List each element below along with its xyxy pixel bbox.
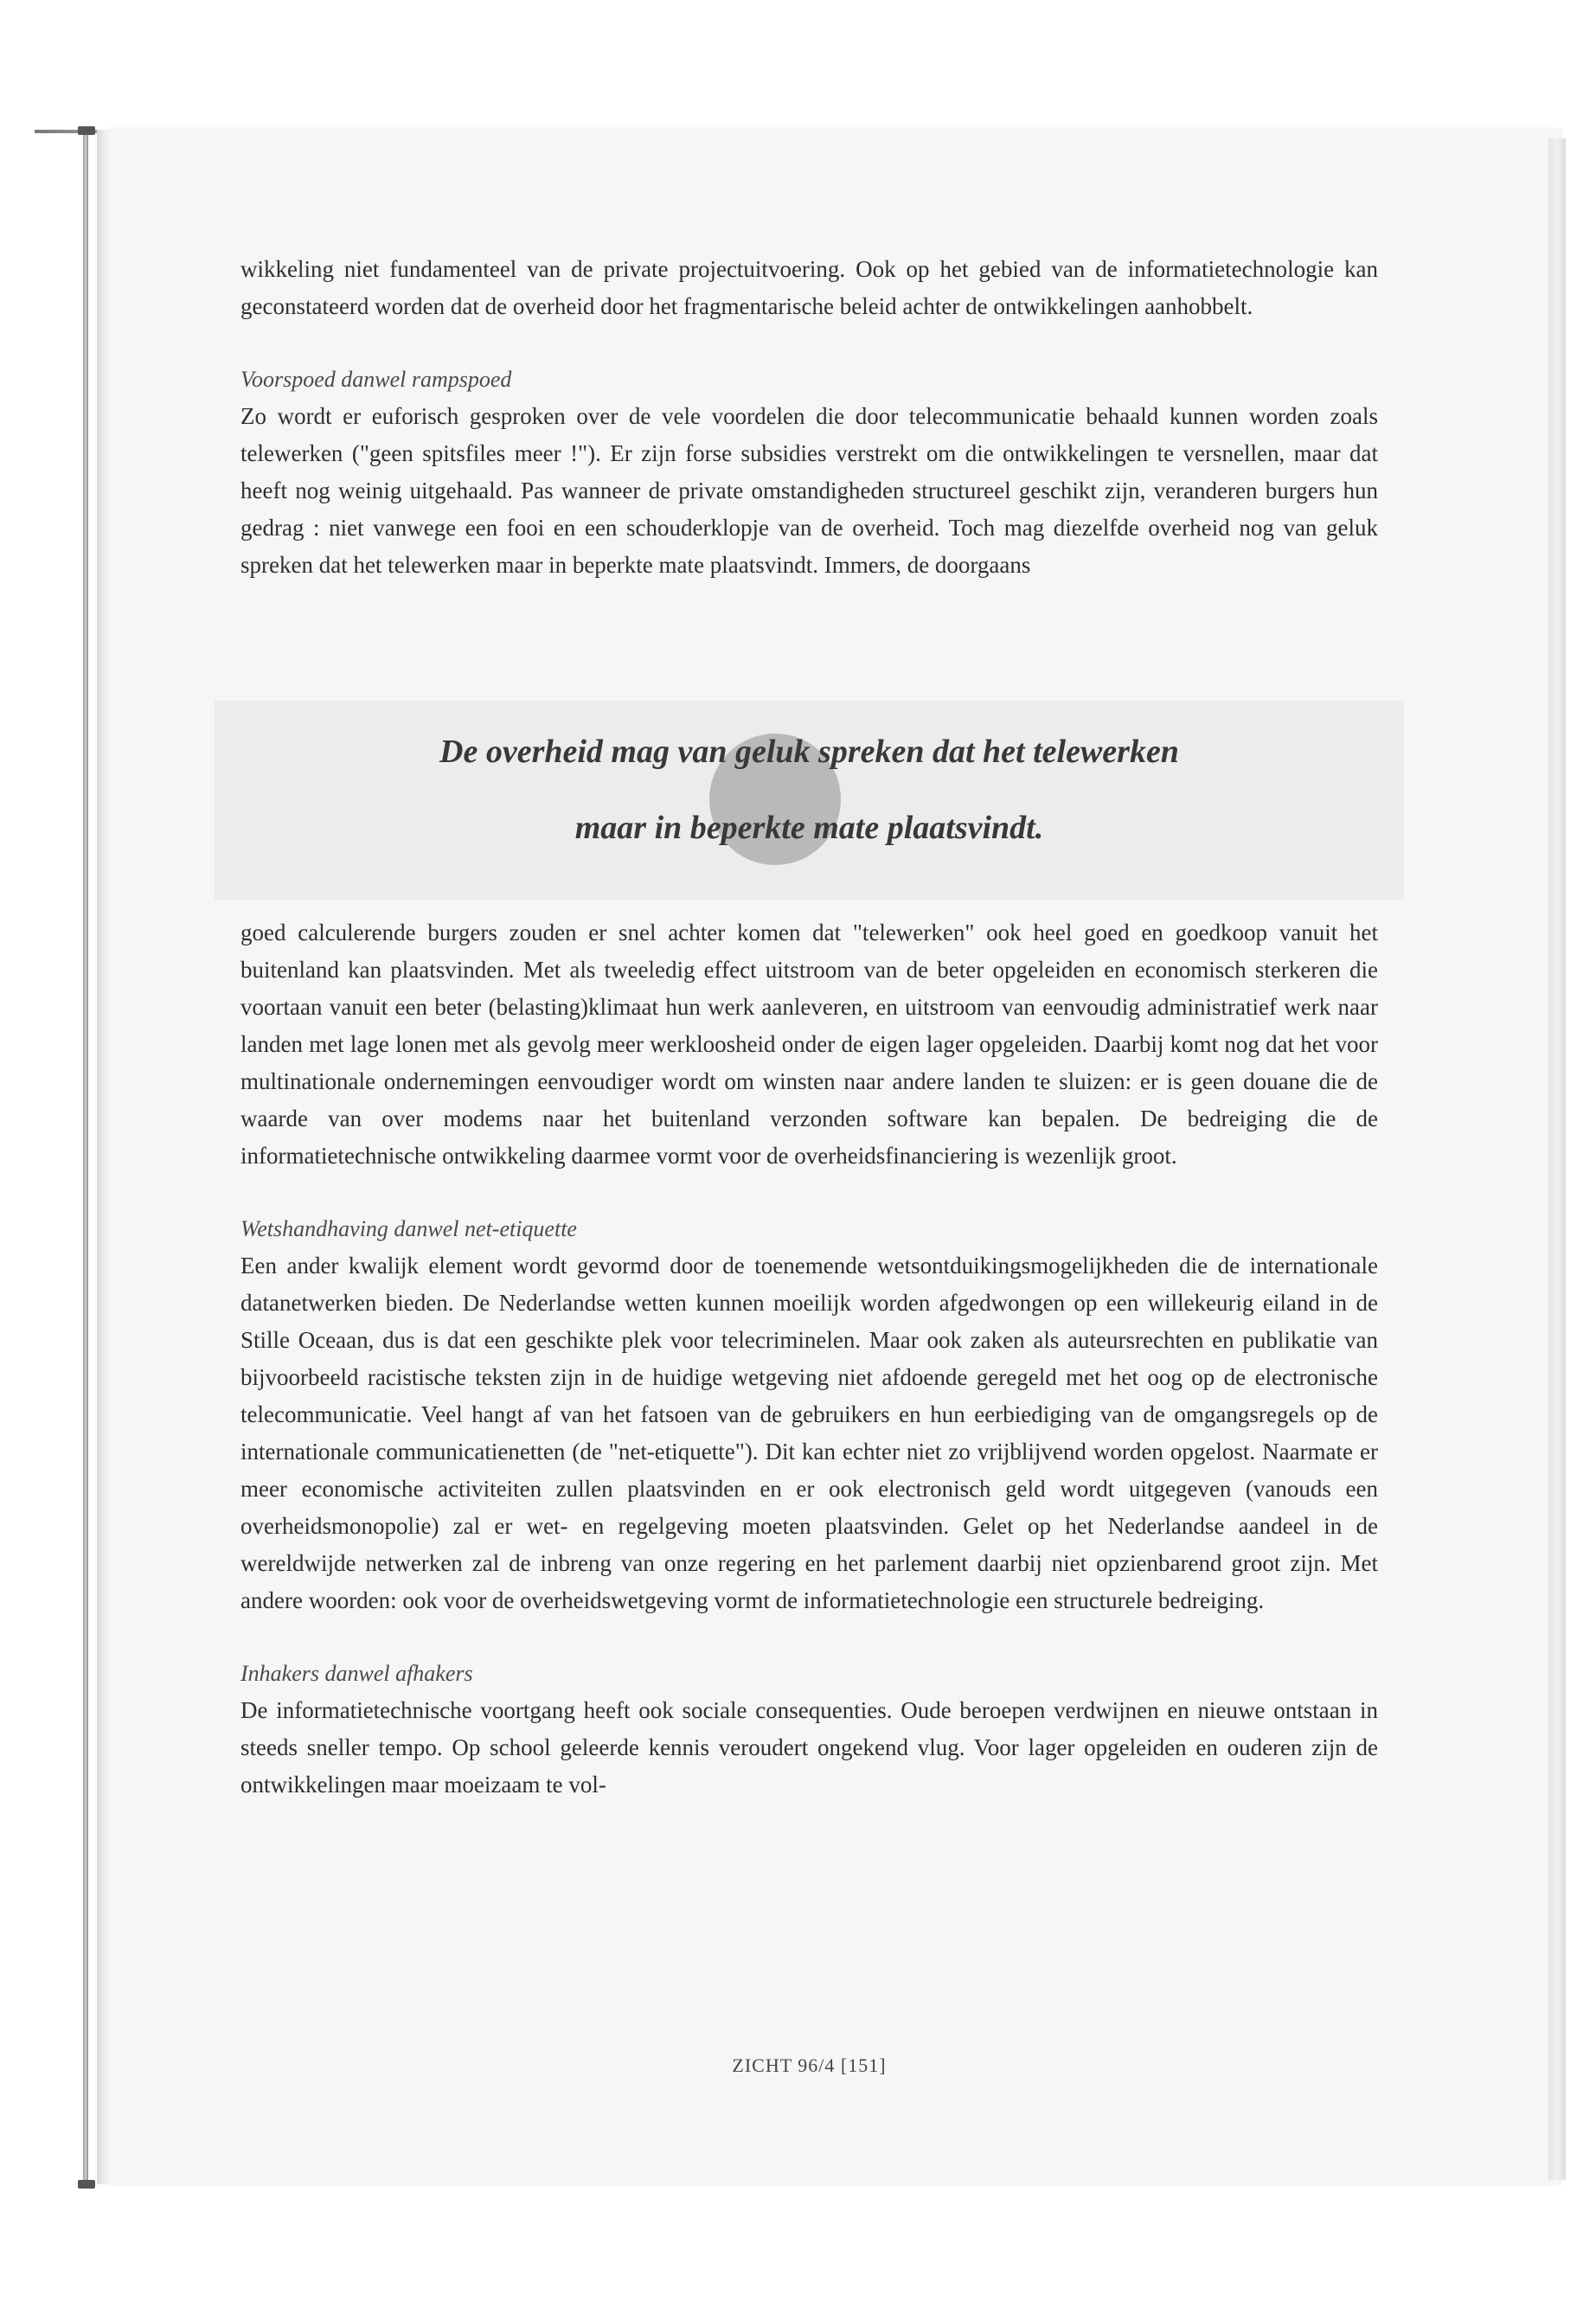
intro-paragraph: wikkeling niet fundamenteel van de private projectuitvoering. Ook op het gebied van de informatietechnologie kan geconstateerd worden dat de overheid door het fragmentarische beleid achter de ontwikkelingen aanhobbelt. (240, 256, 1378, 319)
pull-quote (215, 714, 1404, 866)
section-heading-voorspoed: Voorspoed danwel rampspoed (240, 367, 512, 392)
pull-quote-line-2: maar in beperkte mate plaatsvindt. (574, 810, 1044, 846)
article-body-bottom (240, 914, 1378, 1804)
section-paragraph-wetshandhaving: Een ander kwalijk element wordt gevormd door de toenemende wetsontduikingsmogelijkheden die de internationale datanetwerken bieden. De Nederlandse wetten kunnen moeilijk worden afgedwongen op een willekeurig eiland in de Stille Oceaan, dus is dat een geschikte plek voor telecriminelen. Maar ook zaken als auteursrechten en publikatie van bijvoorbeeld racistische teksten zijn in de huidige wetgeving niet afdoende geregeld met het oog op de electronische telecommunicatie. Veel hangt af van het fatsoen van de gebruikers en hun eerbiediging van de omgangsregels op de internationale communicatienetten (de "net-etiquette"). Dit kan echter niet zo vrijblijvend worden opgelost. Naarmate er meer economische activiteiten zullen plaatsvinden en er ook electronisch geld wordt uitgegeven (vanouds een overheidsmonopolie) zal er wet- en regelgeving moeten plaatsvinden. Gelet op het Nederlandse aandeel in de wereldwijde netwerken zal de inbreng van onze regering en het parlement daarbij niet opzienbarend groot zijn. Met andere woorden: ook voor de overheidswetgeving vormt de informatietechnologie een structurele bedreiging. (240, 1253, 1378, 1613)
binding-rod (83, 130, 88, 2184)
page-folio: ZICHT 96/4 [151] (732, 2054, 887, 2076)
binding-clip-top (78, 126, 95, 135)
pull-quote-line-1: De overheid mag van geluk spreken dat het telewerken (439, 734, 1179, 770)
section-paragraph-voorspoed: Zo wordt er euforisch gesproken over de vele voordelen die door telecommunicatie behaald kunnen worden zoals telewerken ("geen spitsfiles meer !"). Er zijn forse subsidies verstrekt om die ontwikkelingen te versnellen, maar dat heeft nog weinig uitgehaald. Pas wanneer de private omstandigheden structureel geschikt zijn, veranderen burgers hun gedrag : niet vanwege een fooi en een schouderklopje van de overheid. Toch mag diezelfde overheid nog van geluk spreken dat het telewerken maar in beperkte mate plaatsvindt. Immers, de doorgaans (240, 403, 1378, 578)
binding-clip-bottom (78, 2180, 95, 2189)
article-body-top (240, 251, 1378, 584)
section-paragraph-inhakers: De informatietechnische voortgang heeft ook sociale consequenties. Oude beroepen verdwijnen en nieuwe ontstaan in steeds sneller tempo. Op school geleerde kennis veroudert ongekend vlug. Voor lager opgeleiden en ouderen zijn de ontwikkelingen maar moeizaam te vol- (240, 1697, 1378, 1798)
page-spine-shadow (97, 130, 111, 2184)
section-heading-inhakers: Inhakers danwel afhakers (240, 1661, 473, 1686)
section-heading-wetshandhaving: Wetshandhaving danwel net-etiquette (240, 1216, 577, 1241)
page-stack-edge (1548, 138, 1566, 2180)
continuation-paragraph: goed calculerende burgers zouden er snel achter komen dat "telewerken" ook heel goed en goedkoop vanuit het buitenland kan plaatsvinden. Met als tweeledig effect uitstroom van de beter opgeleiden en economisch sterkeren die voortaan vanuit een beter (belasting)klimaat hun werk aanleveren, en uitstroom van eenvoudig administratief werk naar landen met lage lonen met als gevolg meer werkloosheid onder de eigen lager opgeleiden. Daarbij komt nog dat het voor multinationale ondernemingen eenvoudiger wordt om winsten naar andere landen te sluizen: er is geen douane die de waarde van over modems naar het buitenland verzonden software kan bepalen. De bedreiging die de informatietechnische ontwikkeling daarmee vormt voor de overheidsfinanciering is wezenlijk groot. (240, 920, 1378, 1169)
